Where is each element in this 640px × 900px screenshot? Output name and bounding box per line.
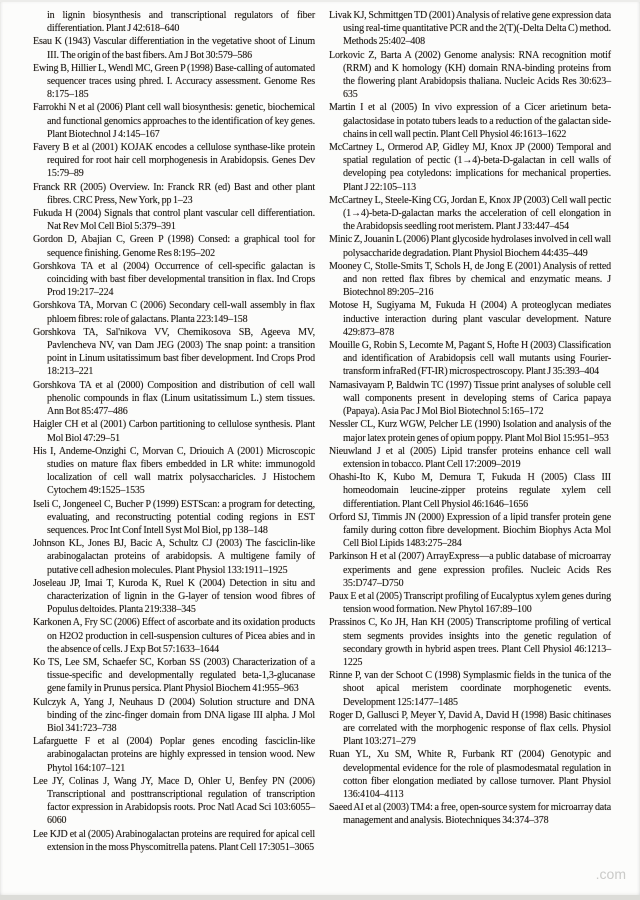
reference-entry: Lee JY, Colinas J, Wang JY, Mace D, Ohler U, Benfey PN (2006) Transcriptional and posttranscriptional regulation of transcription factor expression in Arabidopsis roots. Proc Natl Acad Sci 103:6055–6060 — [33, 775, 315, 827]
reference-entry: Gorshkova TA, Morvan C (2006) Secondary cell-wall assembly in flax phloem fibres: role of galactans. Planta 223:149–158 — [33, 300, 315, 325]
scan-edge-top — [0, 0, 640, 2]
reference-entry: McCartney L, Ormerod AP, Gidley MJ, Knox JP (2000) Temporal and spatial regulation of pectic (1→4)-beta-D-galactan in cell walls of developing pea cotyledons: implications for mechanical properties. Plant J 22:105–113 — [329, 142, 611, 193]
reference-entry: Martin I et al (2005) In vivo expression of a Cicer arietinum beta-galactosidase in potato tubers leads to a reduction of the galactan side-chains in cell wall pectin. Plant Cell Physiol 46:1613–1622 — [329, 102, 611, 140]
reference-entry: Esau K (1943) Vascular differentiation in the vegetative shoot of Linum III. The origin of the bast fibers. Am J Bot 30:579–586 — [33, 36, 315, 61]
reference-entry: Prassinos C, Ko JH, Han KH (2005) Transcriptome profiling of vertical stem segments provides insights into the genetic regulation of secondary growth in hybrid aspen trees. Plant Cell Physiol 46:1213–1225 — [329, 617, 611, 668]
reference-entry: Minic Z, Jouanin L (2006) Plant glycoside hydrolases involved in cell wall polysaccharide degradation. Plant Physiol Biochem 44:435–449 — [329, 234, 611, 259]
reference-entry: Namasivayam P, Baldwin TC (1997) Tissue print analyses of soluble cell wall components present in developing stems of Carica papaya (Papaya). Asia Pac J Mol Biol Biotechnol 5:165–172 — [329, 379, 611, 418]
reference-entry: Iseli C, Jongeneel C, Bucher P (1999) ESTScan: a program for detecting, evaluating, and reconstructing potential coding regions in EST sequences. Proc Int Conf Intell Syst Mol Biol, pp 138–148 — [33, 498, 315, 536]
reference-entry: Ruan YL, Xu SM, White R, Furbank RT (2004) Genotypic and developmental evidence for the role of plasmodesmatal regulation in cotton fiber elongation mediated by callose turnover. Plant Physiol 136:4104–4113 — [329, 749, 611, 800]
reference-entry: Nieuwland J et al (2005) Lipid transfer proteins enhance cell wall extension in tobacco. Plant Cell 17:2009–2019 — [329, 445, 611, 470]
reference-entry: Paux E et al (2005) Transcript profiling of Eucalyptus xylem genes during tension wood formation. New Phytol 167:89–100 — [329, 590, 611, 616]
reference-entry: Lee KJD et al (2005) Arabinogalactan proteins are required for apical cell extension in the moss Physcomitrella patens. Plant Cell 17:3051–3065 — [33, 828, 315, 853]
reference-entry: Orford SJ, Timmis JN (2000) Expression of a lipid transfer protein gene family during cotton fibre development. Biochim Biophys Acta Mol Cell Biol Lipids 1483:275–284 — [329, 511, 611, 550]
reference-entry: Gorshkova TA, Sal'nikova VV, Chemikosova SB, Ageeva MV, Pavlencheva NV, van Dam JEG (2003) The snap point: a transition point in Linum usitatissimum bast fiber development. Ind Crops Prod 18:213–221 — [33, 326, 315, 378]
reference-entry: Lorkovic Z, Barta A (2002) Genome analysis: RNA recognition motif (RRM) and K homology (KH) domain RNA-binding proteins from the flowering plant Arabidopsis thaliana. Nucleic Acids Res 30:623–635 — [329, 49, 611, 101]
reference-entry: Ohashi-Ito K, Kubo M, Demura T, Fukuda H (2005) Class III homeodomain leucine-zipper proteins regulate xylem cell differentiation. Plant Cell Physiol 46:1646–1656 — [329, 472, 611, 510]
reference-entry: His I, Andeme-Onzighi C, Morvan C, Driouich A (2001) Microscopic studies on mature flax fibers embedded in LR white: immunogold localization of cell wall matrix polysaccharicles. J Histochem Cytochem 49:1525–1535 — [33, 445, 315, 497]
watermark: .com — [595, 866, 626, 882]
reference-entry: Mooney C, Stolle-Smits T, Schols H, de Jong E (2001) Analysis of retted and non retted flax fibres by chemical and enzymatic means. J Biotechnol 89:205–216 — [329, 260, 611, 299]
references-column-left — [33, 9, 315, 854]
reference-entry: Ko TS, Lee SM, Schaefer SC, Korban SS (2003) Characterization of a tissue-specific and developmentally regulated beta-1,3-glucanase gene family in Prunus persica. Plant Physiol Biochem 41:955–963 — [33, 656, 315, 695]
reference-entry: in lignin biosynthesis and transcriptional regulators of fiber differentiation. Plant J 42:618–640 — [47, 10, 315, 35]
reference-entry: Rinne P, van der Schoot C (1998) Symplasmic fields in the tunica of the shoot apical meristem coordinate morphogenetic events. Development 125:1477–1485 — [329, 670, 611, 708]
reference-entry: Mouille G, Robin S, Lecomte M, Pagant S, Hofte H (2003) Classification and identification of Arabidopsis cell wall mutants using Fourier-transform infraRed (FT-IR) microspectroscopy. Plant J 35:393–404 — [329, 340, 611, 378]
reference-entry: Favery B et al (2001) KOJAK encodes a cellulose synthase-like protein required for root hair cell morphogenesis in Arabidopsis. Genes Dev 15:79–89 — [33, 142, 315, 180]
reference-entry: Motose H, Sugiyama M, Fukuda H (2004) A proteoglycan mediates inductive interaction during plant vascular development. Nature 429:873–878 — [329, 300, 611, 338]
reference-entry: Franck RR (2005) Overview. In: Franck RR (ed) Bast and other plant fibres. CRC Press, New York, pp 1–23 — [33, 181, 315, 206]
reference-entry: Saeed AI et al (2003) TM4: a free, open-source system for microarray data management and analysis. Biotechniques 34:374–378 — [329, 802, 611, 827]
reference-entry: Nessler CL, Kurz WGW, Pelcher LE (1990) Isolation and analysis of the major latex protein genes of opium poppy. Plant Mol Biol 15:951–953 — [329, 419, 611, 444]
reference-entry: Roger D, Gallusci P, Meyer Y, David A, David H (1998) Basic chitinases are correlated with the morphogenic response of flax cells. Physiol Plant 103:271–279 — [329, 709, 611, 748]
reference-entry: Ewing B, Hillier L, Wendl MC, Green P (1998) Base-calling of automated sequencer traces using phred. I. Accuracy assessment. Genome Res 8:175–185 — [33, 62, 315, 101]
reference-entry: Gorshkova TA et al (2004) Occurrence of cell-specific galactan is coinciding with bast fiber developmental transition in flax. Ind Crops Prod 19:217–224 — [33, 260, 315, 299]
reference-entry: McCartney L, Steele-King CG, Jordan E, Knox JP (2003) Cell wall pectic (1→4)-beta-D-galactan marks the acceleration of cell elongation in the Arabidopsis seedling root meristem. Plant J 33:447–454 — [329, 194, 611, 233]
reference-entry: Karkonen A, Fry SC (2006) Effect of ascorbate and its oxidation products on H2O2 production in cell-suspension cultures of Picea abies and in the absence of cells. J Exp Bot 57:1633–1644 — [33, 617, 315, 655]
reference-entry: Fukuda H (2004) Signals that control plant vascular cell differentiation. Nat Rev Mol Cell Biol 5:379–391 — [33, 208, 315, 233]
scan-edge-bottom — [0, 895, 640, 900]
reference-entry: Johnson KL, Jones BJ, Bacic A, Schultz CJ (2003) The fasciclin-like arabinogalactan proteins of arabidopsis. A multigene family of putative cell adhesion molecules. Plant Physiol 133:1911–1925 — [33, 538, 315, 576]
reference-entry: Gordon D, Abajian C, Green P (1998) Consed: a graphical tool for sequence finishing. Genome Res 8:195–202 — [33, 234, 315, 259]
reference-entry: Farrokhi N et al (2006) Plant cell wall biosynthesis: genetic, biochemical and functional genomics approaches to the identification of key genes. Plant Biotechnol J 4:145–167 — [33, 102, 315, 140]
references-column-right — [329, 9, 611, 854]
reference-entry: Kulczyk A, Yang J, Neuhaus D (2004) Solution structure and DNA binding of the zinc-finger domain from DNA ligase III alpha. J Mol Biol 341:723–738 — [33, 696, 315, 734]
reference-entry: Parkinson H et al (2007) ArrayExpress—a public database of microarray experiments and gene expression profiles. Nucleic Acids Res 35:D747–D750 — [329, 551, 611, 589]
reference-entry: Lafarguette F et al (2004) Poplar genes encoding fasciclin-like arabinogalactan proteins are highly expressed in tension wood. New Phytol 164:107–121 — [33, 736, 315, 774]
reference-entry: Haigler CH et al (2001) Carbon partitioning to cellulose synthesis. Plant Mol Biol 47:29–51 — [33, 419, 315, 444]
reference-entry: Gorshkova TA et al (2000) Composition and distribution of cell wall phenolic compounds in flax (Linum usitatissimum L.) stem tissues. Ann Bot 85:477–486 — [33, 379, 315, 418]
reference-entry: Joseleau JP, Imai T, Kuroda K, Ruel K (2004) Detection in situ and characterization of lignin in the G-layer of tension wood fibres of Populus deltoides. Planta 219:338–345 — [33, 577, 315, 616]
reference-entry: Livak KJ, Schmittgen TD (2001) Analysis of relative gene expression data using real-time quantitative PCR and the 2(T)(-Delta Delta C) method. Methods 25:402–408 — [329, 10, 611, 48]
